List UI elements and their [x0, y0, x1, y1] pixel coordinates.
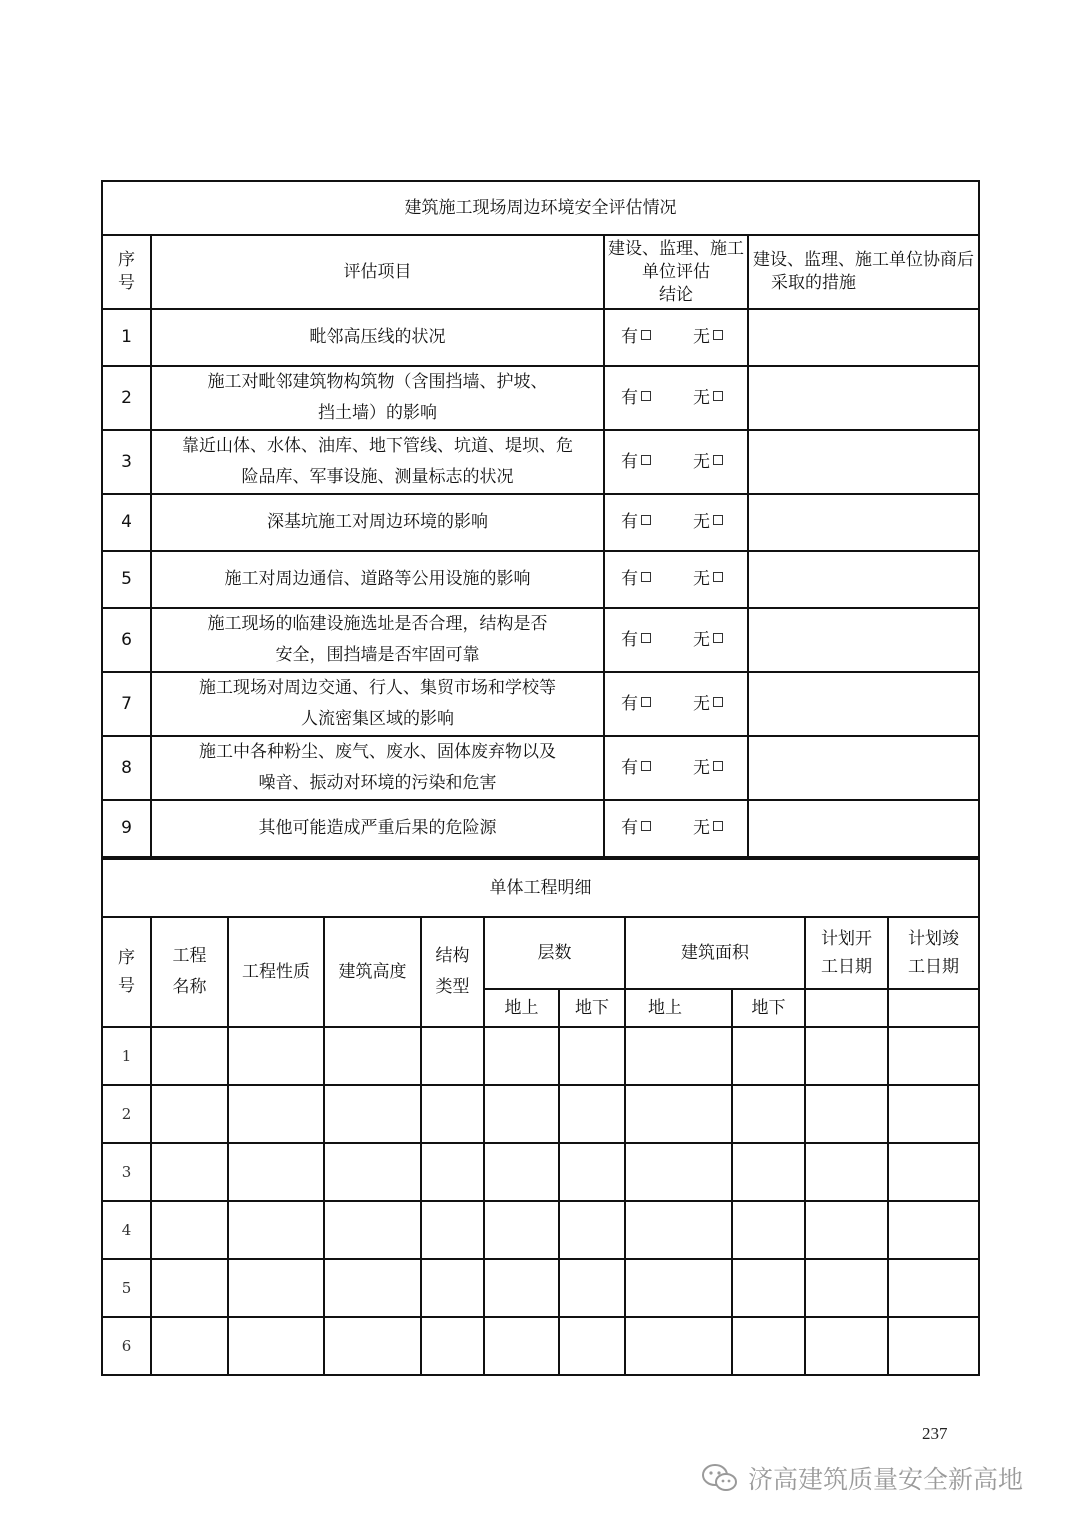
end-date-blank — [888, 989, 979, 1027]
yes-option[interactable]: 有 — [621, 447, 651, 478]
no-checkbox[interactable] — [713, 391, 723, 401]
table-row — [102, 1027, 979, 1085]
row-number: 7 — [102, 672, 151, 736]
no-option[interactable]: 无 — [693, 625, 723, 656]
detail-row-number: 2 — [102, 1085, 151, 1143]
no-option[interactable]: 无 — [693, 564, 723, 595]
yes-checkbox[interactable] — [641, 515, 651, 525]
assessment-item: 施工中各种粉尘、废气、废水、固体废弃物以及 噪音、振动对环境的污染和危害 — [151, 736, 604, 800]
structure-cell[interactable] — [421, 1085, 484, 1143]
assessment-item: 施工现场的临建设施选址是否合理，结构是否 安全，围挡墙是否牢固可靠 — [151, 608, 604, 672]
table-row — [102, 1085, 979, 1143]
start-date-cell[interactable] — [805, 1317, 888, 1375]
assessment-conclusion — [604, 672, 748, 736]
area-below-cell[interactable] — [732, 1317, 805, 1375]
floors-below-cell[interactable] — [559, 1201, 625, 1259]
height-cell[interactable] — [324, 1201, 421, 1259]
table-row — [102, 800, 979, 857]
header-conclusion: 建设、监理、施工 单位评估 结论 — [604, 235, 748, 309]
row-number: 9 — [102, 800, 151, 857]
no-option[interactable]: 无 — [693, 322, 723, 353]
yes-checkbox[interactable] — [641, 572, 651, 582]
row-number: 8 — [102, 736, 151, 800]
project-name-cell[interactable] — [151, 1027, 228, 1085]
end-date-cell[interactable] — [888, 1085, 979, 1143]
row-number: 5 — [102, 551, 151, 608]
end-date-cell[interactable] — [888, 1143, 979, 1201]
detail-header-height: 建筑高度 — [324, 917, 421, 1027]
header-item: 评估项目 — [151, 235, 604, 309]
wechat-watermark — [700, 1458, 1023, 1498]
header-measures: 建设、监理、施工单位协商后 采取的措施 — [748, 235, 979, 309]
detail-row-number: 5 — [102, 1259, 151, 1317]
start-date-cell[interactable] — [805, 1027, 888, 1085]
nature-cell[interactable] — [228, 1259, 324, 1317]
start-date-cell[interactable] — [805, 1085, 888, 1143]
assessment-item: 深基坑施工对周边环境的影响 — [151, 494, 604, 551]
table-row — [102, 1201, 979, 1259]
no-checkbox[interactable] — [713, 697, 723, 707]
yes-option[interactable]: 有 — [621, 753, 651, 784]
detail-header-floors: 层数 — [484, 917, 625, 989]
detail-row-number: 3 — [102, 1143, 151, 1201]
assessment-item: 施工对周边通信、道路等公用设施的影响 — [151, 551, 604, 608]
floors-above-cell[interactable] — [484, 1317, 559, 1375]
assessment-conclusion — [604, 608, 748, 672]
row-number: 3 — [102, 430, 151, 494]
table-row — [102, 672, 979, 736]
detail-row-number: 4 — [102, 1201, 151, 1259]
height-cell[interactable] — [324, 1259, 421, 1317]
measures-cell[interactable] — [748, 309, 979, 366]
area-above-label: 地上 — [625, 989, 732, 1027]
floors-below-cell[interactable] — [559, 1259, 625, 1317]
project-name-cell[interactable] — [151, 1143, 228, 1201]
no-option[interactable]: 无 — [693, 507, 723, 538]
table-row — [102, 1317, 979, 1375]
assessment-conclusion — [604, 309, 748, 366]
floors-above-cell[interactable] — [484, 1027, 559, 1085]
no-checkbox[interactable] — [713, 821, 723, 831]
watermark-text: 济高建筑质量安全新高地 — [748, 1465, 1024, 1494]
area-above-cell[interactable] — [625, 1201, 732, 1259]
yes-checkbox[interactable] — [641, 455, 651, 465]
detail-row-number: 1 — [102, 1027, 151, 1085]
assessment-conclusion — [604, 430, 748, 494]
yes-option[interactable]: 有 — [621, 689, 651, 720]
area-above-cell[interactable] — [625, 1085, 732, 1143]
environment-header-row — [102, 235, 979, 309]
structure-cell[interactable] — [421, 1201, 484, 1259]
assessment-item: 施工现场对周边交通、行人、集贸市场和学校等 人流密集区域的影响 — [151, 672, 604, 736]
assessment-item: 毗邻高压线的状况 — [151, 309, 604, 366]
height-cell[interactable] — [324, 1317, 421, 1375]
environment-assessment-table — [101, 180, 980, 858]
row-number: 6 — [102, 608, 151, 672]
measures-cell[interactable] — [748, 736, 979, 800]
assessment-conclusion — [604, 800, 748, 857]
no-option[interactable]: 无 — [693, 447, 723, 478]
floors-above-label: 地上 — [484, 989, 559, 1027]
start-date-cell[interactable] — [805, 1143, 888, 1201]
nature-cell[interactable] — [228, 1143, 324, 1201]
no-option[interactable]: 无 — [693, 813, 723, 844]
no-checkbox[interactable] — [713, 633, 723, 643]
detail-header-row-1 — [102, 917, 979, 989]
page-number: 237 — [922, 1424, 948, 1443]
no-checkbox[interactable] — [713, 761, 723, 771]
detail-header-start-date: 计划开 工日期 — [805, 917, 888, 989]
measures-cell[interactable] — [748, 672, 979, 736]
project-name-cell[interactable] — [151, 1201, 228, 1259]
end-date-cell[interactable] — [888, 1317, 979, 1375]
detail-header-name: 工程 名称 — [151, 917, 228, 1027]
detail-table-title: 单体工程明细 — [102, 859, 979, 917]
floors-above-cell[interactable] — [484, 1201, 559, 1259]
yes-checkbox[interactable] — [641, 821, 651, 831]
height-cell[interactable] — [324, 1143, 421, 1201]
table-row — [102, 366, 979, 430]
project-name-cell[interactable] — [151, 1317, 228, 1375]
end-date-cell[interactable] — [888, 1201, 979, 1259]
assessment-item: 其他可能造成严重后果的危险源 — [151, 800, 604, 857]
environment-table-title: 建筑施工现场周边环境安全评估情况 — [102, 181, 979, 235]
nature-cell[interactable] — [228, 1317, 324, 1375]
yes-option[interactable]: 有 — [621, 383, 651, 414]
detail-header-structure: 结构 类型 — [421, 917, 484, 1027]
measures-cell[interactable] — [748, 551, 979, 608]
table-row — [102, 1143, 979, 1201]
start-date-blank — [805, 989, 888, 1027]
area-above-cell[interactable] — [625, 1259, 732, 1317]
no-checkbox[interactable] — [713, 515, 723, 525]
detail-header-seq: 序 号 — [102, 917, 151, 1027]
yes-option[interactable]: 有 — [621, 322, 651, 353]
start-date-cell[interactable] — [805, 1201, 888, 1259]
no-checkbox[interactable] — [713, 330, 723, 340]
yes-checkbox[interactable] — [641, 761, 651, 771]
yes-option[interactable]: 有 — [621, 507, 651, 538]
document-sheet — [101, 180, 978, 1376]
assessment-conclusion — [604, 736, 748, 800]
area-above-cell[interactable] — [625, 1317, 732, 1375]
assessment-conclusion — [604, 551, 748, 608]
floors-above-cell[interactable] — [484, 1085, 559, 1143]
floors-below-cell[interactable] — [559, 1317, 625, 1375]
project-detail-table — [101, 858, 980, 1376]
row-number: 4 — [102, 494, 151, 551]
row-number: 2 — [102, 366, 151, 430]
assessment-item: 靠近山体、水体、油库、地下管线、坑道、堤坝、危 险品库、军事设施、测量标志的状况 — [151, 430, 604, 494]
area-below-cell[interactable] — [732, 1201, 805, 1259]
area-below-cell[interactable] — [732, 1085, 805, 1143]
project-name-cell[interactable] — [151, 1259, 228, 1317]
yes-option[interactable]: 有 — [621, 813, 651, 844]
height-cell[interactable] — [324, 1085, 421, 1143]
project-name-cell[interactable] — [151, 1085, 228, 1143]
assessment-conclusion — [604, 366, 748, 430]
floors-below-cell[interactable] — [559, 1085, 625, 1143]
detail-header-end-date: 计划竣 工日期 — [888, 917, 979, 989]
table-row — [102, 494, 979, 551]
start-date-cell[interactable] — [805, 1259, 888, 1317]
yes-option[interactable]: 有 — [621, 564, 651, 595]
nature-cell[interactable] — [228, 1201, 324, 1259]
area-above-cell[interactable] — [625, 1143, 732, 1201]
nature-cell[interactable] — [228, 1027, 324, 1085]
wechat-icon — [700, 1463, 740, 1493]
area-below-cell[interactable] — [732, 1143, 805, 1201]
yes-option[interactable]: 有 — [621, 625, 651, 656]
yes-checkbox[interactable] — [641, 330, 651, 340]
measures-cell[interactable] — [748, 494, 979, 551]
detail-header-area: 建筑面积 — [625, 917, 805, 989]
assessment-conclusion — [604, 494, 748, 551]
area-below-cell[interactable] — [732, 1259, 805, 1317]
table-row — [102, 608, 979, 672]
detail-row-number: 6 — [102, 1317, 151, 1375]
no-checkbox[interactable] — [713, 455, 723, 465]
table-row — [102, 309, 979, 366]
table-row — [102, 430, 979, 494]
table-row — [102, 1259, 979, 1317]
structure-cell[interactable] — [421, 1317, 484, 1375]
structure-cell[interactable] — [421, 1143, 484, 1201]
end-date-cell[interactable] — [888, 1259, 979, 1317]
floors-above-cell[interactable] — [484, 1259, 559, 1317]
floors-below-cell[interactable] — [559, 1143, 625, 1201]
yes-checkbox[interactable] — [641, 391, 651, 401]
floors-below-cell[interactable] — [559, 1027, 625, 1085]
area-below-cell[interactable] — [732, 1027, 805, 1085]
no-option[interactable]: 无 — [693, 753, 723, 784]
assessment-item: 施工对毗邻建筑物构筑物（含围挡墙、护坡、 挡土墙）的影响 — [151, 366, 604, 430]
table-row — [102, 551, 979, 608]
yes-checkbox[interactable] — [641, 697, 651, 707]
measures-cell[interactable] — [748, 430, 979, 494]
row-number: 1 — [102, 309, 151, 366]
measures-cell[interactable] — [748, 366, 979, 430]
height-cell[interactable] — [324, 1027, 421, 1085]
yes-checkbox[interactable] — [641, 633, 651, 643]
no-option[interactable]: 无 — [693, 383, 723, 414]
measures-cell[interactable] — [748, 608, 979, 672]
structure-cell[interactable] — [421, 1027, 484, 1085]
measures-cell[interactable] — [748, 800, 979, 857]
floors-below-label: 地下 — [559, 989, 625, 1027]
nature-cell[interactable] — [228, 1085, 324, 1143]
no-option[interactable]: 无 — [693, 689, 723, 720]
end-date-cell[interactable] — [888, 1027, 979, 1085]
area-below-label: 地下 — [732, 989, 805, 1027]
no-checkbox[interactable] — [713, 572, 723, 582]
detail-header-nature: 工程性质 — [228, 917, 324, 1027]
area-above-cell[interactable] — [625, 1027, 732, 1085]
header-seq: 序 号 — [102, 235, 151, 309]
floors-above-cell[interactable] — [484, 1143, 559, 1201]
structure-cell[interactable] — [421, 1259, 484, 1317]
table-row — [102, 736, 979, 800]
